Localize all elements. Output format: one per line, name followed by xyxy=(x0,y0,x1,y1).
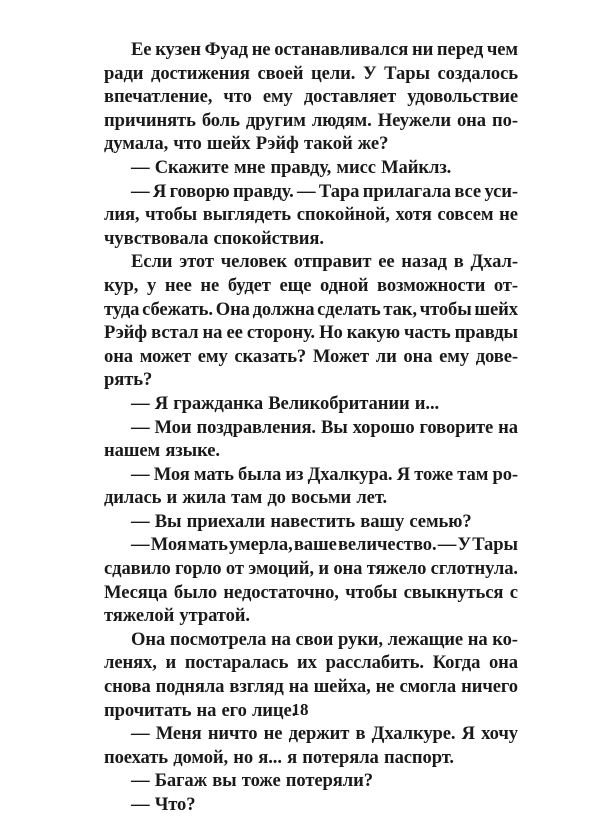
word: впечатление, xyxy=(104,86,213,108)
word: доставляет xyxy=(303,86,397,108)
word: не xyxy=(499,204,518,226)
word: спокойной, xyxy=(296,204,390,226)
word: же? xyxy=(357,133,389,155)
word: от- xyxy=(493,274,518,296)
word: может xyxy=(139,345,192,367)
word: она xyxy=(333,558,363,580)
word: в xyxy=(453,251,464,273)
text-line xyxy=(104,274,518,298)
word: тяжелой xyxy=(104,605,175,627)
word: у xyxy=(146,274,157,296)
word: боль xyxy=(201,109,240,131)
word: Когда xyxy=(432,652,481,674)
word: ему xyxy=(262,86,293,108)
word: и... xyxy=(414,392,440,414)
word: одной xyxy=(320,274,369,296)
word: — xyxy=(131,180,150,202)
word: должна xyxy=(252,298,315,320)
word: достижения xyxy=(151,62,250,84)
word: — xyxy=(131,770,150,792)
word: недостаточно, xyxy=(223,581,339,603)
text-line xyxy=(104,298,518,322)
word: какую xyxy=(346,322,400,344)
word: ни xyxy=(411,39,434,60)
word: Неужели xyxy=(377,109,451,131)
word: тоже xyxy=(241,770,281,792)
word: величество. xyxy=(337,534,437,556)
word: нашем xyxy=(104,440,161,462)
word: создалось xyxy=(437,62,518,84)
word: чтобы xyxy=(345,581,398,603)
word: что xyxy=(223,86,252,108)
word: вашу xyxy=(360,510,405,532)
word: часть xyxy=(404,322,451,344)
text-line xyxy=(104,109,518,133)
word: она xyxy=(403,345,433,367)
text-line xyxy=(104,392,518,416)
word: своей xyxy=(257,62,304,84)
word: У xyxy=(457,534,471,556)
word: не xyxy=(375,676,395,698)
word: шейха, xyxy=(313,676,371,698)
page-number: 18 xyxy=(291,700,309,719)
word: перед xyxy=(436,39,484,60)
text-line xyxy=(104,345,518,369)
word: Мои xyxy=(154,416,192,438)
text-line xyxy=(104,722,518,746)
word: Может xyxy=(312,345,370,367)
word: еще xyxy=(279,274,312,296)
word: Я xyxy=(396,463,411,485)
word: по- xyxy=(492,109,518,131)
word: правду, xyxy=(270,156,332,178)
word: Вы xyxy=(320,416,348,438)
word: вы xyxy=(212,770,237,792)
word: лет. xyxy=(356,487,388,509)
word: встал xyxy=(151,322,199,344)
word: семью? xyxy=(409,510,472,532)
word: мать xyxy=(193,463,234,485)
word: Я xyxy=(461,723,475,745)
word: Она xyxy=(215,298,250,320)
word: совсем xyxy=(437,204,494,226)
word: с xyxy=(509,581,518,603)
word: ли xyxy=(375,345,397,367)
word: их xyxy=(297,652,317,674)
word: и xyxy=(165,652,177,674)
word: расслабить. xyxy=(325,652,424,674)
word: Дхалкуре. xyxy=(371,723,456,745)
word: — xyxy=(131,156,150,178)
text-line xyxy=(104,416,518,440)
word: правду. xyxy=(232,180,294,202)
word: поздравления. xyxy=(196,416,316,438)
word: хотя xyxy=(395,204,432,226)
word: чтобы xyxy=(419,298,472,320)
word: ради xyxy=(104,62,144,84)
text-line xyxy=(104,132,518,156)
word: на xyxy=(498,416,518,438)
word: в xyxy=(355,723,366,745)
word: все xyxy=(454,180,482,202)
text-line xyxy=(104,510,518,534)
word: выглядеть xyxy=(202,204,292,226)
text-line xyxy=(104,156,518,180)
text-line xyxy=(104,38,518,62)
word: потеряли? xyxy=(285,770,373,792)
word: останавливался xyxy=(274,39,409,60)
word: туда xyxy=(104,298,140,320)
word: ее xyxy=(226,322,243,344)
word: Рэйф xyxy=(104,322,148,344)
word: хочу xyxy=(481,723,518,745)
word: умерла, xyxy=(229,534,293,556)
word: свыкнуться xyxy=(403,581,504,603)
word: на xyxy=(288,676,309,698)
word: гражданка xyxy=(173,392,264,414)
word: Великобритании xyxy=(268,392,410,414)
word: Рэйф xyxy=(255,133,299,155)
word: мне xyxy=(233,156,266,178)
text-line xyxy=(104,651,518,675)
word: отправит xyxy=(293,251,372,273)
word: правды xyxy=(454,322,518,344)
word: сглотнула. xyxy=(430,558,518,580)
word: — xyxy=(437,534,457,556)
word: паспорт. xyxy=(383,746,454,768)
text-line xyxy=(104,486,518,510)
word: удовольствие xyxy=(407,86,518,108)
word: Вы xyxy=(154,510,182,532)
word: Тара xyxy=(318,180,360,202)
text-line xyxy=(104,203,518,227)
word: сдавило xyxy=(104,558,171,580)
word: горло xyxy=(175,558,222,580)
word: Но xyxy=(319,322,343,344)
word: смогла xyxy=(399,676,457,698)
word: что xyxy=(173,133,202,155)
word: восьми xyxy=(291,487,352,509)
text-line xyxy=(104,227,518,251)
word: на xyxy=(270,628,291,650)
word: — xyxy=(131,392,150,414)
word: и xyxy=(318,558,329,580)
word: будет xyxy=(227,274,271,296)
word: но xyxy=(233,746,254,768)
word: Тары xyxy=(384,62,430,84)
word: приехали xyxy=(186,510,266,532)
word: ничто xyxy=(207,723,258,745)
word: Фуад xyxy=(204,39,248,60)
text-line xyxy=(104,675,518,699)
word: постаралась xyxy=(184,652,289,674)
word: чем xyxy=(486,39,518,60)
text-line xyxy=(104,250,518,274)
text-line xyxy=(104,368,518,392)
word: тяжело xyxy=(366,558,427,580)
word: на xyxy=(202,322,223,344)
word: нее xyxy=(164,274,192,296)
word: шейх xyxy=(474,298,518,320)
word: Тары xyxy=(472,534,518,556)
word: посмотрела xyxy=(169,628,267,650)
text-line xyxy=(104,533,518,557)
text-line xyxy=(104,557,518,581)
word: Дхал- xyxy=(470,251,518,273)
word: эмоций, xyxy=(248,558,314,580)
word: не xyxy=(251,39,271,60)
word: ко- xyxy=(492,628,518,650)
word: Меня xyxy=(155,723,202,745)
word: чувствовала xyxy=(104,227,209,249)
word: мать xyxy=(187,534,228,556)
word: сбежать. xyxy=(142,298,213,320)
text-line xyxy=(104,581,518,605)
word: цели. xyxy=(311,62,356,84)
word: свои xyxy=(295,628,334,650)
word: и xyxy=(166,487,178,509)
word: лице. xyxy=(251,699,297,721)
word: его xyxy=(221,699,247,721)
text-line xyxy=(104,85,518,109)
word: ее xyxy=(378,251,395,273)
word: она xyxy=(104,345,134,367)
word: говорите xyxy=(419,416,494,438)
word: тоже xyxy=(414,463,454,485)
text-line xyxy=(104,463,518,487)
word: домой, xyxy=(173,746,229,768)
word: до xyxy=(267,487,286,509)
word: мисс xyxy=(336,156,376,178)
word: сделать xyxy=(317,298,381,320)
word: этот xyxy=(179,251,214,273)
word: Я xyxy=(152,180,167,202)
word: чтобы xyxy=(145,204,198,226)
word: — xyxy=(131,463,150,485)
word: человек xyxy=(220,251,287,273)
word: снова xyxy=(104,676,151,698)
word: держит xyxy=(288,723,350,745)
word: хорошо xyxy=(352,416,415,438)
text-line xyxy=(104,746,518,770)
word: прочитать xyxy=(104,699,192,721)
word: лия, xyxy=(104,204,140,226)
word: уси- xyxy=(484,180,518,202)
text-line xyxy=(104,180,518,204)
word: Моя xyxy=(150,534,187,556)
text-line xyxy=(104,62,518,86)
word: сторону. xyxy=(246,322,315,344)
text-line xyxy=(104,321,518,345)
word: она xyxy=(488,652,518,674)
word: на xyxy=(467,628,488,650)
word: ро- xyxy=(492,463,518,485)
word: другим xyxy=(245,109,306,131)
word: дилась xyxy=(104,487,162,509)
text-line xyxy=(104,628,518,652)
word: было xyxy=(173,581,218,603)
word: так, xyxy=(383,298,417,320)
word: Моя xyxy=(153,463,190,485)
word: рять? xyxy=(104,369,153,391)
word: — xyxy=(297,180,316,202)
word: — xyxy=(131,723,150,745)
word: Багаж xyxy=(154,770,208,792)
text-line xyxy=(104,793,518,817)
word: Ее xyxy=(131,39,152,60)
word: там xyxy=(231,487,263,509)
word: руки, xyxy=(337,628,383,650)
word: говорю xyxy=(169,180,230,202)
word: возможности xyxy=(377,274,486,296)
word: ленях, xyxy=(104,652,157,674)
word: кузен xyxy=(155,39,201,60)
text-line xyxy=(104,604,518,628)
word: людям. xyxy=(311,109,372,131)
word: ему xyxy=(197,345,228,367)
word: поехать xyxy=(104,746,169,768)
word: Дхалкура. xyxy=(307,463,393,485)
word: Я xyxy=(154,392,169,414)
word: на xyxy=(196,699,217,721)
word: Если xyxy=(131,251,173,273)
word: там xyxy=(457,463,489,485)
word: она xyxy=(456,109,486,131)
word: лежащие xyxy=(387,628,464,650)
word: прилагала xyxy=(362,180,451,202)
word: не xyxy=(263,723,283,745)
word: ваше xyxy=(293,534,337,556)
word: — xyxy=(131,794,150,815)
word: назад xyxy=(401,251,447,273)
word: ему xyxy=(439,345,470,367)
word: — xyxy=(131,510,150,532)
word: дове- xyxy=(475,345,518,367)
text-line xyxy=(104,769,518,793)
word: такой xyxy=(303,133,353,155)
word: — xyxy=(131,416,150,438)
word: думала, xyxy=(104,133,169,155)
word: Что? xyxy=(154,794,196,815)
word: Майклз. xyxy=(381,156,452,178)
word: У xyxy=(362,62,377,84)
word: — xyxy=(131,534,150,556)
word: взгляд xyxy=(229,676,284,698)
text-line xyxy=(104,439,518,463)
word: жила xyxy=(182,487,226,509)
word: утратой. xyxy=(179,605,250,627)
word: подняла xyxy=(155,676,225,698)
word: сказать? xyxy=(234,345,307,367)
word: навестить xyxy=(270,510,356,532)
word: кур, xyxy=(104,274,139,296)
word: ничего xyxy=(461,676,518,698)
word: я... xyxy=(258,746,282,768)
word: шейх xyxy=(206,133,251,155)
word: была xyxy=(238,463,282,485)
word: от xyxy=(225,558,244,580)
word: из xyxy=(285,463,304,485)
word: Месяца xyxy=(104,581,168,603)
word: Она xyxy=(131,628,166,650)
word: Скажите xyxy=(154,156,229,178)
word: причинять xyxy=(104,109,196,131)
word: языке. xyxy=(165,440,220,462)
word: потеряла xyxy=(302,746,379,768)
word: не xyxy=(200,274,220,296)
word: спокойствия. xyxy=(213,227,324,249)
word: я xyxy=(287,746,298,768)
